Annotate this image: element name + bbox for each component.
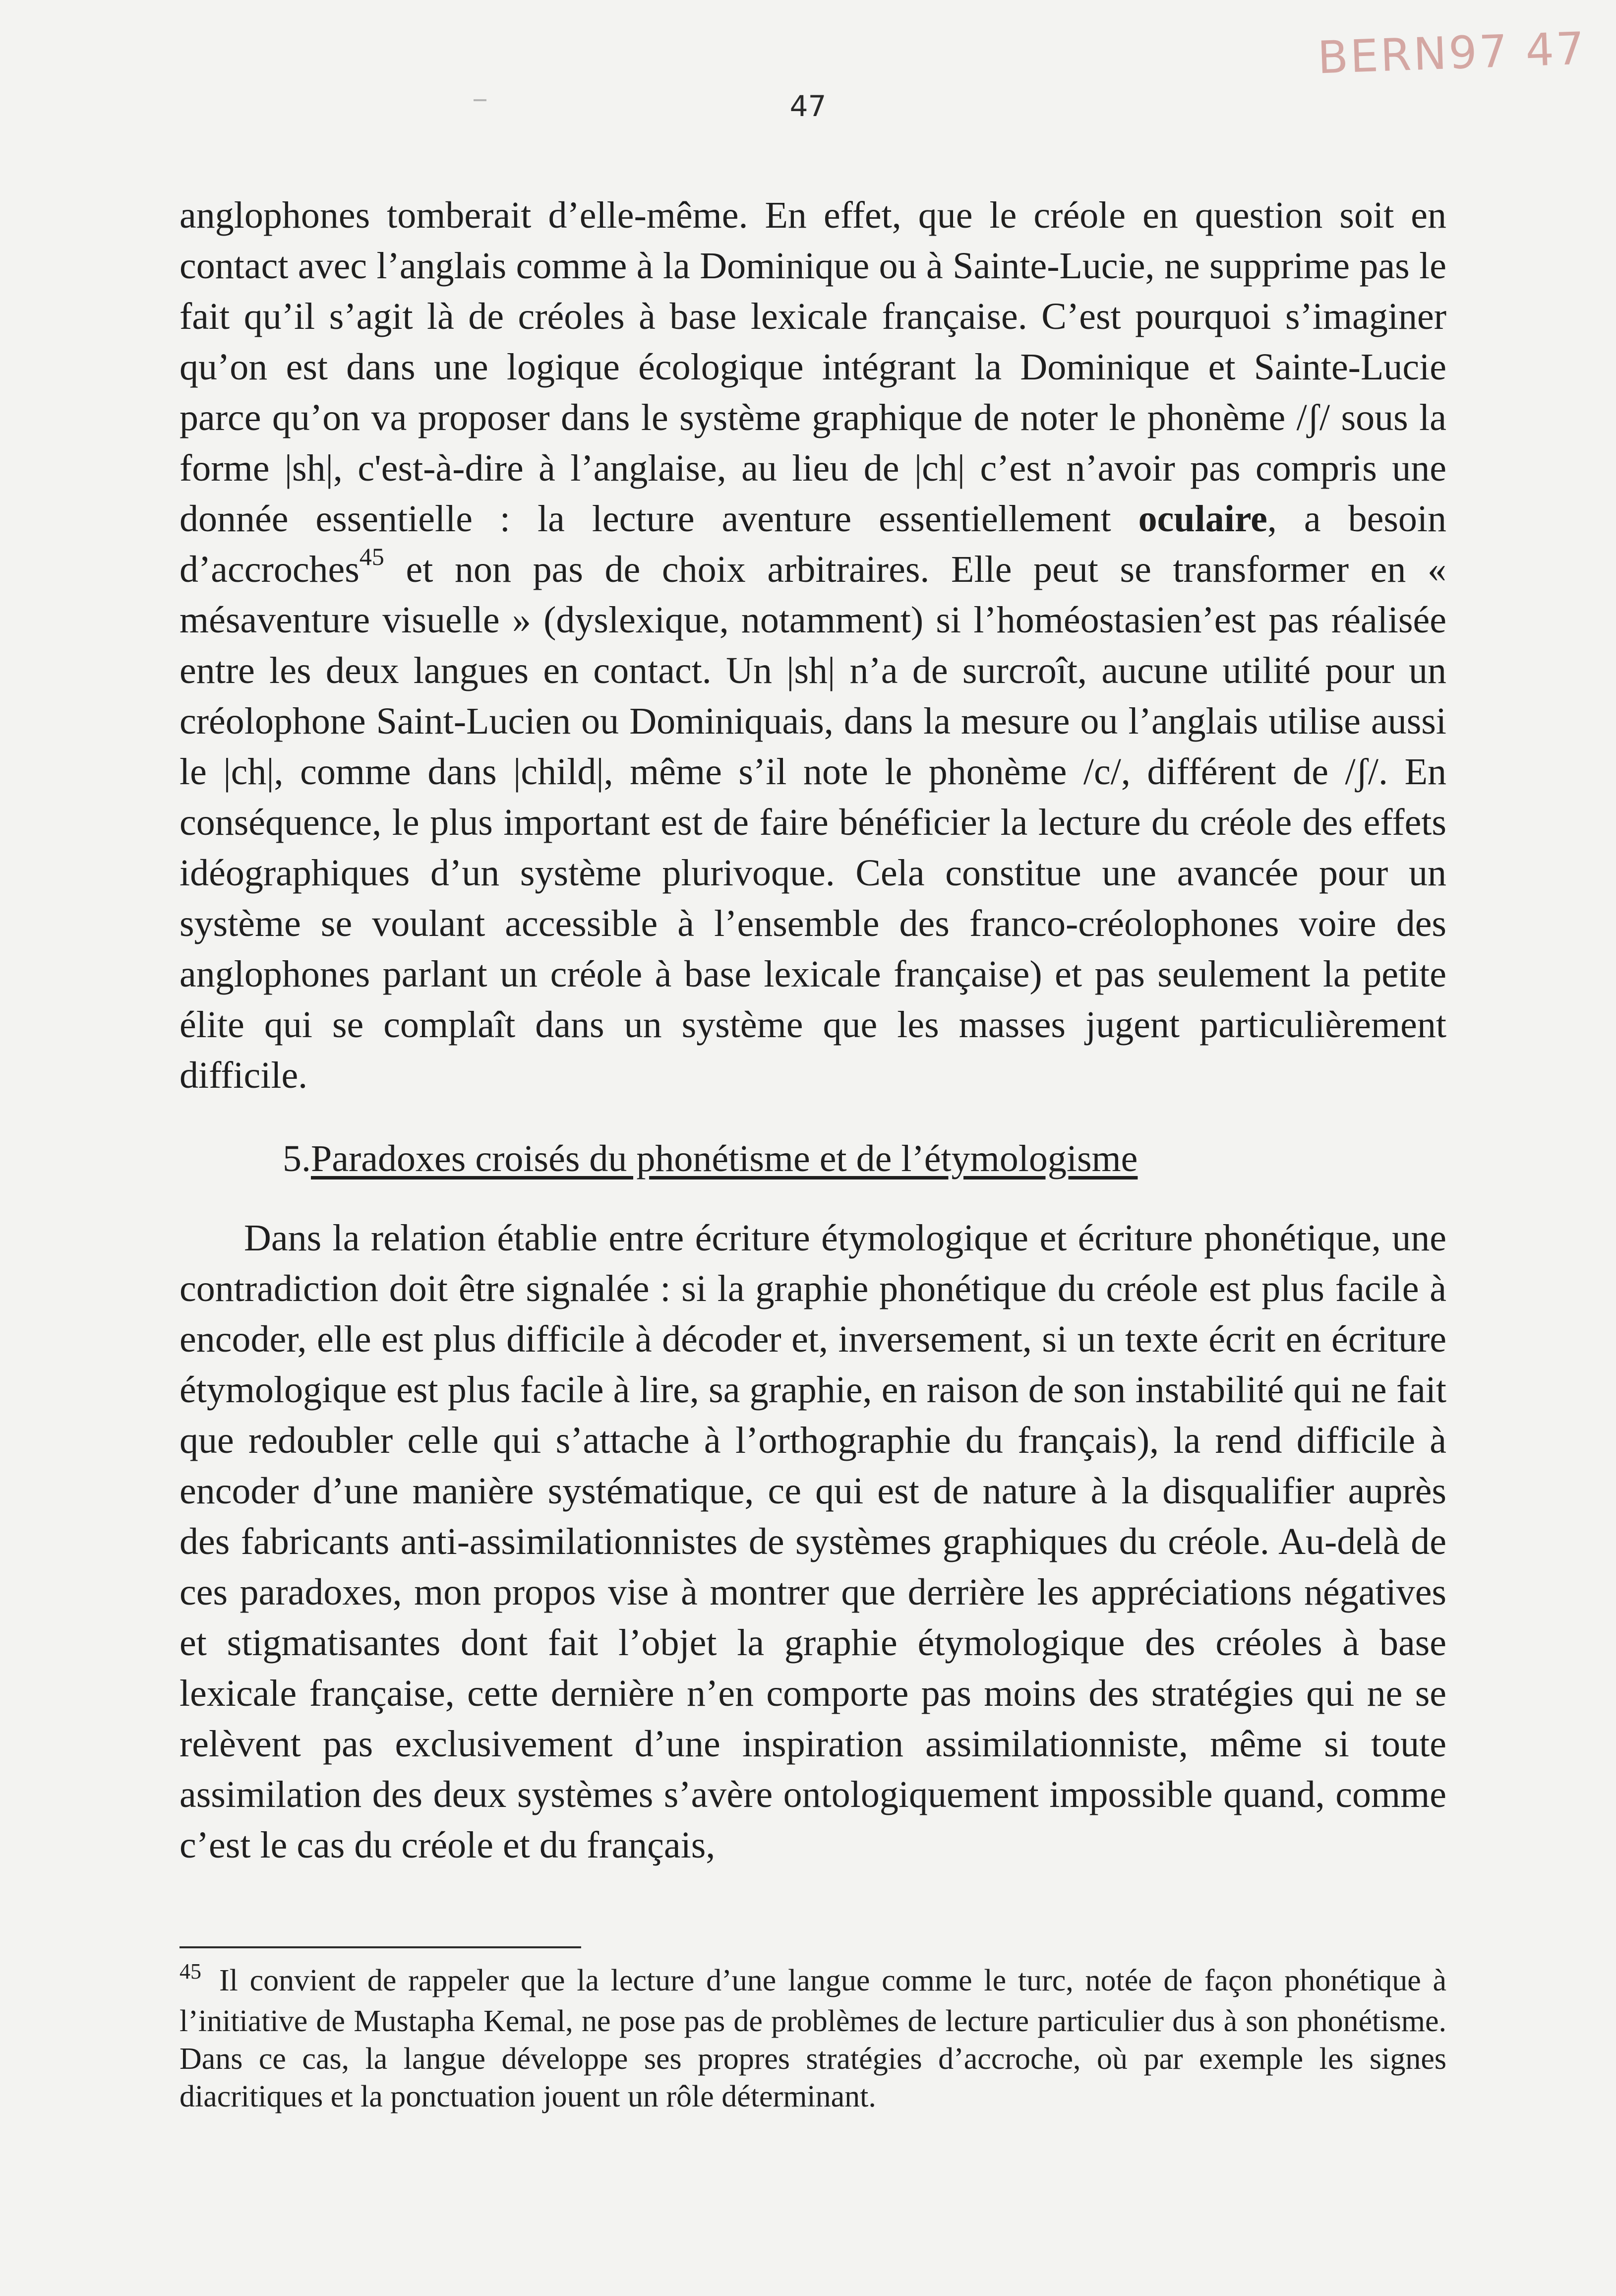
footnote-marker: 45	[180, 1959, 201, 1984]
body-paragraph-1	[180, 190, 1446, 1101]
paragraph-1-text-b: , a besoin d’accroches	[180, 498, 1447, 590]
section-heading	[283, 1133, 1137, 1184]
footnote-separator	[180, 1946, 581, 1948]
section-title: Paradoxes croisés du phonétisme et de l’étymologisme	[311, 1138, 1138, 1179]
page-number: 47	[789, 89, 827, 123]
paragraph-1-text-a: anglophones tomberait d’elle-même. En effet, que le créole en question soit en contact avec l’anglais comme à la Dominique ou à Sainte-Lucie, ne supprime pas le fait qu’il s’agit là de créoles à base lexicale française. C’est pourquoi s’imaginer qu’on est dans une logique écologique intégrant la Dominique et Sainte-Lucie parce qu’on va proposer dans le système graphique de noter le phonème /ʃ/ sous la forme |sh|, c'est-à-dire à l’anglaise, au lieu de |ch| c’est n’avoir pas compris une donnée essentielle : la lecture aventure essentiellement	[180, 194, 1446, 540]
body-paragraph-2: Dans la relation établie entre écriture étymologique et écriture phonétique, une contradiction doit être signalée : si la graphie phonétique du créole est plus facile à encoder, elle est plus difficile à décoder et, inversement, si un texte écrit en écriture étymologique est plus facile à lire, sa graphie, en raison de son instabilité qui ne fait que redoubler celle qui s’attache à l’orthographie du français), la rend difficile à encoder d’une manière systématique, ce qui est de nature à la disqualifier auprès des fabricants anti-assimilationnistes de systèmes graphiques du créole. Au-delà de ces paradoxes, mon propos vise à montrer que derrière les appréciations négatives et stigmatisantes dont fait l’objet la graphie étymologique des créoles à base lexicale française, cette dernière n’en comporte pas moins des stratégies qui ne se relèvent pas exclusivement d’une inspiration assimilationniste, même si toute assimilation des deux systèmes s’avère ontologiquement impossible quand, comme c’est le cas du créole et du français,	[180, 1217, 1446, 1866]
paragraph-1-text-c: et non pas de choix arbitraires. Elle peut se transformer en « mésaventure visuelle » (dyslexique, notamment) si l’homéostasien’est pas réalisée entre les deux langues en contact. Un |sh| n’a de surcroît, aucune utilité pour un créolophone Saint-Lucien ou Dominiquais, dans la mesure ou l’anglais utilise aussi le |ch|, comme dans |child|, même s’il note le phonème /c/, différent de /ʃ/. En conséquence, le plus important est de faire bénéficier la lecture du créole des effets idéographiques d’un système plurivoque. Cela constitue une avancée pour un système se voulant accessible à l’ensemble des franco-créolophones voire des anglophones parlant un créole à base lexicale française) et pas seulement la petite élite qui se complaît dans un système que les masses jugent particulièrement difficile.	[180, 549, 1446, 1096]
handwritten-page-note: BERN97 47	[1317, 22, 1587, 84]
bold-term: oculaire	[1138, 498, 1267, 540]
footnote-reference[interactable]: 45	[359, 542, 384, 570]
footnote	[180, 1959, 1446, 2115]
section-number: 5.	[283, 1138, 311, 1179]
footnote-text: Il convient de rappeler que la lecture d’une langue comme le turc, notée de façon phonétique à l’initiative de Mustapha Kemal, ne pose pas de problèmes de lecture particulier dus à son phonétisme. Dans ce cas, la langue développe ses propres stratégies d’accroche, où par exemple les signes diacritiques et la ponctuation jouent un rôle déterminant.	[180, 1964, 1446, 2113]
